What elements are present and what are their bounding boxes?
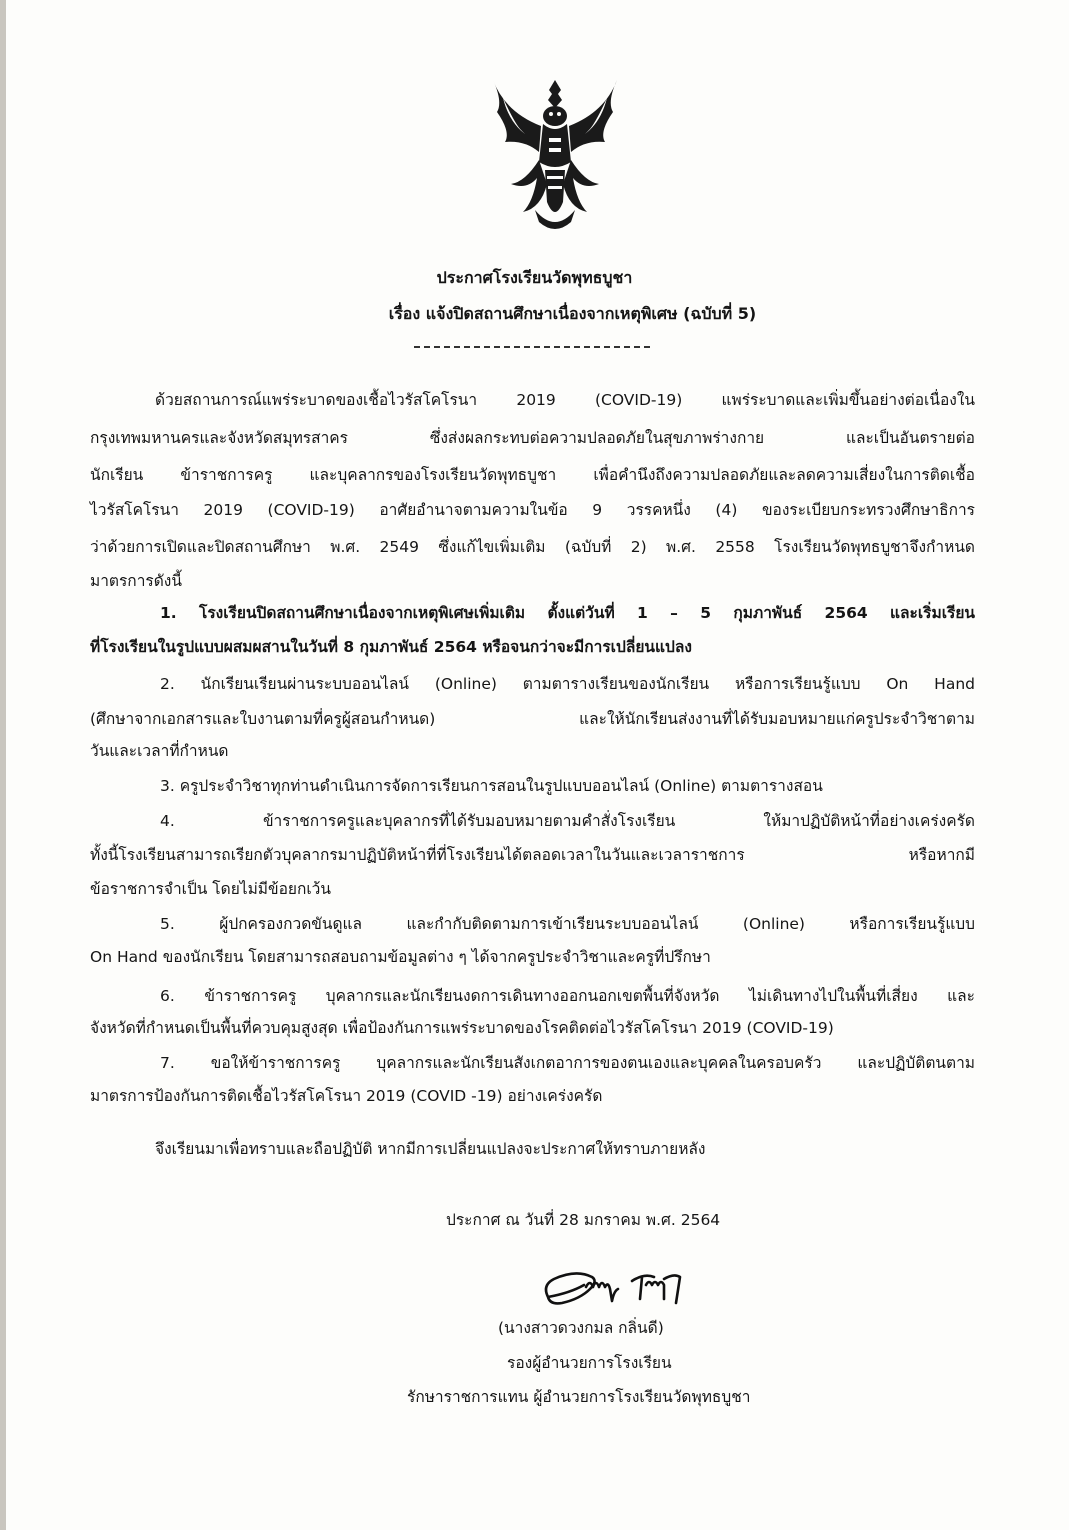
measure-6-line: 6. ข้าราชการครู บุคลากรและนักเรียนงดการเดินทางออกนอกเขตพื้นที่จังหวัด ไม่เดินทางไปในพื้นที่เสี่ยง และ	[160, 987, 975, 1005]
closing-statement: จึงเรียนมาเพื่อทราบและถือปฏิบัติ หากมีการเปลี่ยนแปลงจะประกาศให้ทราบภายหลัง	[155, 1140, 706, 1158]
intro-line: มาตรการดังนี้	[90, 572, 182, 590]
page-edge	[0, 0, 6, 1530]
measure-6-line: จังหวัดที่กำหนดเป็นพื้นที่ควบคุมสูงสุด เพื่อป้องกันการแพร่ระบาดของโรคติดต่อไวรัสโคโรนา 2019 (COVID-19)	[90, 1019, 834, 1037]
measure-5-line: 5. ผู้ปกครองกวดขันดูแล และกำกับติดตามการเข้าเรียนระบบออนไลน์ (Online) หรือการเรียนรู้แบบ	[160, 915, 975, 933]
measure-5-line: On Hand ของนักเรียน โดยสามารถสอบถามข้อมูลต่าง ๆ ได้จากครูประจำวิชาและครูที่ปรึกษา	[90, 948, 711, 966]
announcement-title: ประกาศโรงเรียนวัดพุทธบูชา	[436, 268, 633, 287]
measure-7-line: มาตรการป้องกันการติดเชื้อไวรัสโคโรนา 2019 (COVID -19) อย่างเคร่งครัด	[90, 1087, 603, 1105]
measure-2-line: วันและเวลาที่กำหนด	[90, 742, 229, 760]
measure-2-line: (ศึกษาจากเอกสารและใบงานตามที่ครูผู้สอนกำหนด) และให้นักเรียนส่งงานที่ได้รับมอบหมายแก่ครูประจำวิชาตาม	[90, 710, 975, 728]
intro-line: นักเรียน ข้าราชการครู และบุคลากรของโรงเรียนวัดพุทธบูชา เพื่อคำนึงถึงความปลอดภัยและลดความเสี่ยงในการติดเชื้อ	[90, 466, 975, 484]
announcement-subject: เรื่อง แจ้งปิดสถานศึกษาเนื่องจากเหตุพิเศษ (ฉบับที่ 5)	[388, 304, 757, 323]
signature-icon	[540, 1263, 690, 1315]
measure-4-line: 4. ข้าราชการครูและบุคลากรที่ได้รับมอบหมายตามคำสั่งโรงเรียน ให้มาปฏิบัติหน้าที่อย่างเคร่งครัด	[160, 812, 975, 830]
intro-line: กรุงเทพมหานครและจังหวัดสมุทรสาคร ซึ่งส่งผลกระทบต่อความปลอดภัยในสุขภาพร่างกาย และเป็นอันตรายต่อ	[90, 429, 975, 447]
measure-4-line: ทั้งนี้โรงเรียนสามารถเรียกตัวบุคลากรมาปฏิบัติหน้าที่ที่โรงเรียนได้ตลอดเวลาในวันและเวลาราชการ หรือหากมี	[90, 846, 975, 864]
signatory-acting-position: รักษาราชการแทน ผู้อำนวยการโรงเรียนวัดพุทธบูชา	[407, 1388, 751, 1406]
signatory-position: รองผู้อำนวยการโรงเรียน	[507, 1354, 672, 1372]
intro-line: ไวรัสโคโรนา 2019 (COVID-19) อาศัยอำนาจตามความในข้อ 9 วรรคหนึ่ง (4) ของระเบียบกระทรวงศึกษาธิการ	[90, 501, 975, 519]
measure-1-line: 1. โรงเรียนปิดสถานศึกษาเนื่องจากเหตุพิเศษเพิ่มเติม ตั้งแต่วันที่ 1 – 5 กุมภาพันธ์ 2564 และเริ่มเรียน	[160, 604, 975, 622]
signatory-name: (นางสาวดวงกมล กลิ่นดี)	[498, 1319, 664, 1337]
measure-7-line: 7. ขอให้ข้าราชการครู บุคลากรและนักเรียนสังเกตอาการของตนเองและบุคคลในครอบครัว และปฏิบัติตนตาม	[160, 1054, 975, 1072]
measure-4-line: ข้อราชการจำเป็น โดยไม่มีข้อยกเว้น	[90, 880, 331, 898]
title-divider	[414, 346, 650, 348]
measure-3-line: 3. ครูประจำวิชาทุกท่านดำเนินการจัดการเรียนการสอนในรูปแบบออนไลน์ (Online) ตามตารางสอน	[160, 777, 823, 795]
measure-1-line: ที่โรงเรียนในรูปแบบผสมผสานในวันที่ 8 กุมภาพันธ์ 2564 หรือจนกว่าจะมีการเปลี่ยนแปลง	[90, 638, 692, 656]
garuda-emblem-icon	[485, 72, 625, 237]
measure-2-line: 2. นักเรียนเรียนผ่านระบบออนไลน์ (Online) ตามตารางเรียนของนักเรียน หรือการเรียนรู้แบบ On Hand	[160, 675, 975, 693]
intro-line: ว่าด้วยการเปิดและปิดสถานศึกษา พ.ศ. 2549 ซึ่งแก้ไขเพิ่มเติม (ฉบับที่ 2) พ.ศ. 2558 โรงเรียนวัดพุทธบูชาจึงกำหนด	[90, 538, 975, 556]
intro-line: ด้วยสถานการณ์แพร่ระบาดของเชื้อไวรัสโคโรนา 2019 (COVID-19) แพร่ระบาดและเพิ่มขึ้นอย่างต่อเนื่องใน	[155, 391, 975, 409]
announcement-date: ประกาศ ณ วันที่ 28 มกราคม พ.ศ. 2564	[446, 1211, 721, 1229]
